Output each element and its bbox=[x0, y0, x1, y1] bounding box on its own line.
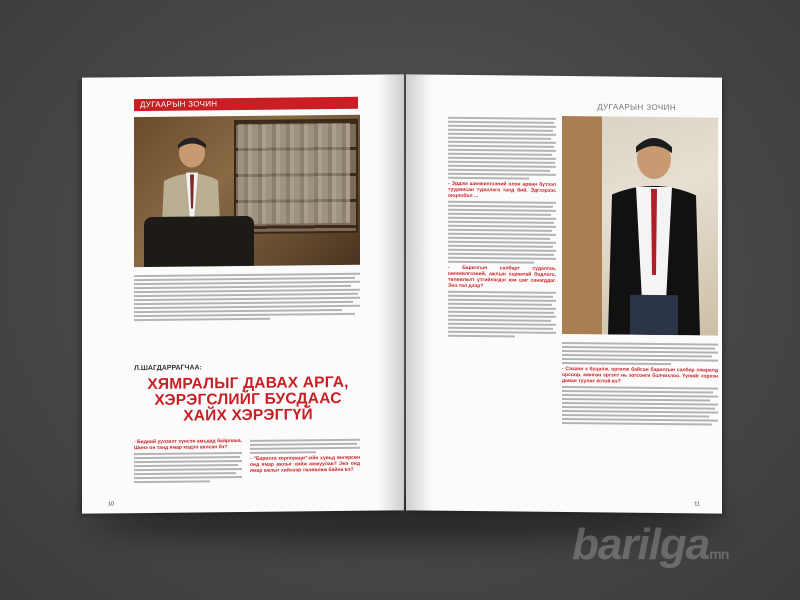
gutter-shade bbox=[378, 74, 404, 510]
guest-photo-standing bbox=[562, 116, 718, 336]
chair-back bbox=[144, 216, 254, 267]
section-label: ДУГААРЫН ЗОЧИН bbox=[140, 99, 218, 110]
question-4: - Барилгын салбарт судалгаа, шинжилгээний, ажлын хараатай бодлого, төлөвлөлт утгийлэгдэг юм шиг санагддаг. Энэ тал дээр? bbox=[448, 264, 556, 290]
guest-photo-office bbox=[134, 115, 360, 267]
page-number-right: 11 bbox=[694, 501, 700, 508]
byline: Л.ШАГДАРРАГЧАА: bbox=[134, 364, 202, 373]
section-label: ДУГААРЫН ЗОЧИН bbox=[597, 102, 676, 113]
watermark-logo bbox=[572, 520, 728, 570]
left-page bbox=[82, 74, 404, 513]
right-column-1 bbox=[448, 115, 556, 340]
left-column-2 bbox=[250, 437, 360, 474]
watermark-brand: barilga bbox=[572, 520, 710, 569]
right-page bbox=[406, 74, 722, 513]
right-column-2 bbox=[562, 340, 718, 428]
photo-caption bbox=[134, 271, 360, 323]
page-number-left: 10 bbox=[108, 501, 115, 508]
question-3: - Эрдэм шинжилгээний олон арван бүтээл туурвисан туршлага танд бий. Эдгээрээс онцлобол ... bbox=[448, 180, 556, 200]
books bbox=[238, 123, 350, 224]
headline: ХЯМРАЛЫГ ДАВАХ АРГА, ХЭРЭГСЛИЙГ БУСДААС ХАЙХ ХЭРЭГГҮЙ bbox=[147, 373, 349, 425]
watermark-suffix: mn bbox=[709, 546, 729, 562]
question-5: - Сахаан к буцалж, оргилж байсан барилгын салбар хямралд орсоор, мөнгөн эргэлт нь зогсонги болчихлоо. Үүнийг хэрхэн даван туулах ёстой вэ? bbox=[562, 365, 718, 385]
gutter-shade bbox=[406, 74, 432, 510]
left-column-1 bbox=[134, 438, 242, 485]
section-bar bbox=[134, 97, 358, 111]
person-figure-standing bbox=[592, 124, 712, 335]
question-2: - “Барилга корпораци”-ийн хувьд өнгөрсөн онд ямар ажлыг хийж амжуулав? Энэ онд ямар ажлыг хийхээр төлөвлөж байна вэ? bbox=[250, 454, 360, 474]
question-1: - Бидний уулзалт хүнсэн амьдад байрлана. Шинэ он танд ямар мэдээ аялсан бэ? bbox=[134, 438, 242, 452]
